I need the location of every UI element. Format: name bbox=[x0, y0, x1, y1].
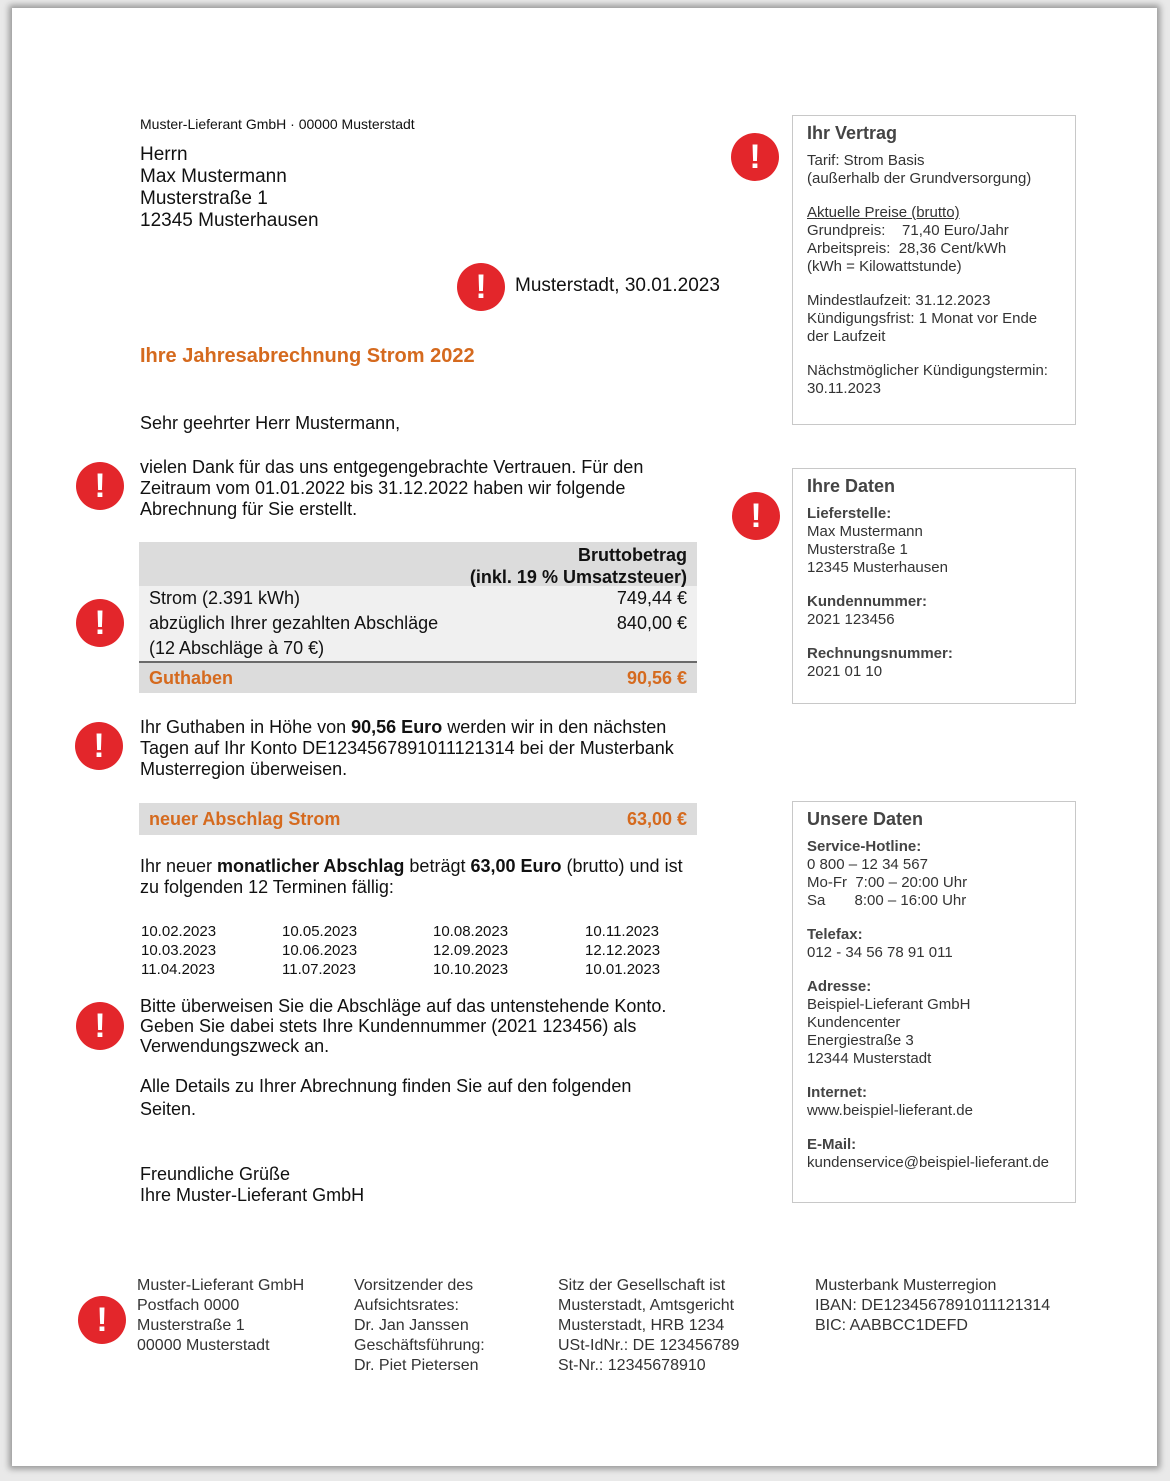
due-date: 10.03.2023 bbox=[141, 942, 217, 959]
address-line: Beispiel-Lieferant GmbH bbox=[807, 996, 971, 1013]
customer-data-box bbox=[792, 468, 1076, 704]
footer-line: Muster-Lieferant GmbH bbox=[137, 1277, 305, 1294]
salutation: Sehr geehrter Herr Mustermann, bbox=[140, 413, 401, 433]
customer-number: 2021 123456 bbox=[807, 611, 895, 628]
hotline-line: Mo-Fr 7:00 – 20:00 Uhr bbox=[807, 874, 968, 891]
transfer-line: Bitte überweisen Sie die Abschläge auf das untenstehende Konto. bbox=[140, 996, 667, 1016]
footer-line: Musterbank Musterregion bbox=[815, 1277, 997, 1294]
transfer-line: Geben Sie dabei stets Ihre Kundennummer (2021 123456) als bbox=[140, 1016, 637, 1036]
footer-line: BIC: AABBCC1DEFD bbox=[815, 1317, 968, 1334]
due-date: 10.05.2023 bbox=[282, 923, 358, 940]
exclamation-icon: ! bbox=[78, 1296, 126, 1344]
exclamation-icon: ! bbox=[732, 492, 780, 540]
sender-line: Muster-Lieferant GmbH · 00000 Musterstadt bbox=[140, 116, 415, 132]
billing-table bbox=[139, 542, 697, 693]
exclamation-icon: ! bbox=[76, 1002, 124, 1050]
intro-line: Zeitraum vom 01.01.2022 bis 31.12.2022 haben wir folgende bbox=[140, 478, 626, 498]
address-line: Kundencenter bbox=[807, 1014, 901, 1031]
delivery-line: 12345 Musterhausen bbox=[807, 559, 948, 576]
installment-label: neuer Abschlag Strom bbox=[149, 808, 341, 829]
exclamation-icon: ! bbox=[457, 263, 505, 311]
hotline-label: Service-Hotline: bbox=[807, 838, 922, 855]
intro-line: Abrechnung für Sie erstellt. bbox=[140, 499, 358, 519]
footer-line: 00000 Musterstadt bbox=[137, 1337, 270, 1354]
details-line: Alle Details zu Ihrer Abrechnung finden Sie auf den folgenden bbox=[140, 1076, 632, 1096]
due-date: 10.01.2023 bbox=[585, 961, 661, 978]
address-line: 12344 Musterstadt bbox=[807, 1050, 932, 1067]
due-date-column bbox=[433, 922, 553, 979]
closing bbox=[140, 1164, 364, 1206]
installment-amount: 63,00 € bbox=[626, 808, 687, 829]
term-line: Kündigungsfrist: 1 Monat vor Ende bbox=[807, 310, 1038, 327]
recipient-address bbox=[140, 144, 319, 232]
due-date: 11.04.2023 bbox=[141, 961, 215, 978]
table-body bbox=[139, 586, 697, 663]
intro-paragraph bbox=[140, 457, 643, 520]
row-label: abzüglich Ihrer gezahlten Abschläge bbox=[149, 613, 439, 633]
footer-bank bbox=[815, 1276, 1050, 1336]
data-box-title: Ihre Daten bbox=[807, 476, 896, 496]
letter-page bbox=[12, 8, 1157, 1466]
place-date: Musterstadt, 30.01.2023 bbox=[515, 275, 720, 296]
due-date: 12.12.2023 bbox=[585, 942, 661, 959]
due-date: 10.02.2023 bbox=[141, 923, 217, 940]
due-date: 10.11.2023 bbox=[585, 923, 659, 940]
internet-label: Internet: bbox=[807, 1084, 867, 1101]
term-line: der Laufzeit bbox=[807, 328, 886, 345]
footer-line: IBAN: DE1234567891011121314 bbox=[815, 1297, 1051, 1314]
table-total-row bbox=[139, 663, 697, 693]
subject-title: Ihre Jahresabrechnung Strom 2022 bbox=[140, 345, 475, 367]
footer-line: Vorsitzender des bbox=[354, 1277, 474, 1294]
transfer-line: Verwendungszweck an. bbox=[140, 1036, 330, 1056]
text-span: Ihr Guthaben in Höhe von bbox=[140, 717, 352, 737]
invoice-number-label: Rechnungsnummer: bbox=[807, 645, 953, 662]
recipient-line: 12345 Musterhausen bbox=[140, 210, 319, 231]
exclamation-icon: ! bbox=[76, 599, 124, 647]
details-line: Seiten. bbox=[140, 1099, 197, 1119]
hotline-line: 0 800 – 12 34 567 bbox=[807, 856, 928, 873]
delivery-line: Musterstraße 1 bbox=[807, 541, 908, 558]
fax-label: Telefax: bbox=[807, 926, 863, 943]
total-label: Guthaben bbox=[149, 668, 233, 688]
credit-line: Musterregion überweisen. bbox=[140, 759, 348, 779]
total-amount: 90,56 € bbox=[626, 668, 687, 688]
due-date-column bbox=[282, 922, 402, 979]
footer-line: Dr. Piet Pietersen bbox=[354, 1357, 479, 1374]
table-row bbox=[149, 586, 687, 611]
contract-line: Tarif: Strom Basis bbox=[807, 152, 925, 169]
address-line: Energiestraße 3 bbox=[807, 1032, 914, 1049]
due-date: 12.09.2023 bbox=[433, 942, 509, 959]
header-label: Bruttobetrag bbox=[578, 545, 687, 565]
due-date: 11.07.2023 bbox=[282, 961, 356, 978]
contract-line: (außerhalb der Grundversorgung) bbox=[807, 170, 1032, 187]
due-date-column bbox=[585, 922, 705, 979]
cancel-line: 30.11.2023 bbox=[807, 380, 881, 397]
price-line: Grundpreis: 71,40 Euro/Jahr bbox=[807, 222, 1009, 239]
footer-line: Musterstadt, Amtsgericht bbox=[558, 1297, 735, 1314]
hotline-line: Sa 8:00 – 16:00 Uhr bbox=[807, 892, 967, 909]
text-span: Ihr neuer bbox=[140, 856, 218, 876]
transfer-paragraph bbox=[140, 996, 666, 1056]
row-amount: 840,00 € bbox=[616, 613, 687, 633]
recipient-line: Herrn bbox=[140, 144, 188, 165]
closing-line: Freundliche Grüße bbox=[140, 1164, 291, 1184]
installment-line: zu folgenden 12 Terminen fällig: bbox=[140, 877, 394, 897]
closing-line: Ihre Muster-Lieferant GmbH bbox=[140, 1185, 365, 1205]
due-date: 10.08.2023 bbox=[433, 923, 509, 940]
row-label: Strom (2.391 kWh) bbox=[149, 588, 301, 608]
company-data-box bbox=[792, 801, 1076, 1203]
row-amount: 749,44 € bbox=[616, 588, 687, 608]
footer-management bbox=[354, 1276, 485, 1376]
email-label: E-Mail: bbox=[807, 1136, 857, 1153]
footer-address bbox=[137, 1276, 304, 1356]
table-row bbox=[149, 611, 687, 636]
text-span: (brutto) und ist bbox=[561, 856, 683, 876]
credit-paragraph bbox=[140, 717, 674, 780]
installment-bar bbox=[139, 803, 697, 835]
invoice-number: 2021 01 10 bbox=[807, 663, 883, 680]
footer-line: Aufsichtsrates: bbox=[354, 1297, 459, 1314]
credit-amount: 90,56 Euro bbox=[351, 717, 443, 737]
text-span: beträgt bbox=[404, 856, 471, 876]
exclamation-icon: ! bbox=[75, 722, 123, 770]
customer-number-label: Kundennummer: bbox=[807, 593, 927, 610]
text-span: monatlicher Abschlag bbox=[217, 856, 405, 876]
contract-box bbox=[792, 115, 1076, 425]
due-date-column bbox=[141, 922, 261, 979]
footer-line: Postfach 0000 bbox=[137, 1297, 240, 1314]
footer-line: Sitz der Gesellschaft ist bbox=[558, 1277, 726, 1294]
our-data-title: Unsere Daten bbox=[807, 809, 924, 829]
footer-line: St-Nr.: 12345678910 bbox=[558, 1357, 706, 1374]
price-line: Arbeitspreis: 28,36 Cent/kWh bbox=[807, 240, 1007, 257]
intro-line: vielen Dank für das uns entgegengebrachte Vertrauen. Für den bbox=[140, 457, 644, 477]
table-row bbox=[149, 636, 687, 661]
details-paragraph bbox=[140, 1075, 631, 1121]
due-date: 10.06.2023 bbox=[282, 942, 358, 959]
website-link[interactable]: www.beispiel-lieferant.de bbox=[807, 1102, 973, 1119]
term-line: Mindestlaufzeit: 31.12.2023 bbox=[807, 292, 991, 309]
footer-line: Musterstraße 1 bbox=[137, 1317, 245, 1334]
contract-box-title: Ihr Vertrag bbox=[807, 123, 898, 143]
row-label: (12 Abschläge à 70 €) bbox=[149, 638, 325, 658]
exclamation-icon: ! bbox=[76, 462, 124, 510]
address-label: Adresse: bbox=[807, 978, 872, 995]
text-span: werden wir in den nächsten bbox=[442, 717, 667, 737]
recipient-line: Musterstraße 1 bbox=[140, 188, 268, 209]
table-header bbox=[139, 542, 697, 586]
delivery-label: Lieferstelle: bbox=[807, 505, 892, 522]
fax-number: 012 - 34 56 78 91 011 bbox=[807, 944, 953, 961]
installment-paragraph bbox=[140, 856, 683, 898]
cancel-line: Nächstmöglicher Kündigungstermin: bbox=[807, 362, 1048, 379]
header-sublabel: (inkl. 19 % Umsatzsteuer) bbox=[469, 567, 687, 587]
due-date: 10.10.2023 bbox=[433, 961, 509, 978]
footer-line: USt-IdNr.: DE 123456789 bbox=[558, 1337, 740, 1354]
footer-line: Geschäftsführung: bbox=[354, 1337, 485, 1354]
delivery-line: Max Mustermann bbox=[807, 523, 923, 540]
text-span: 63,00 Euro bbox=[470, 856, 562, 876]
exclamation-icon: ! bbox=[731, 133, 779, 181]
email-link[interactable]: kundenservice@beispiel-lieferant.de bbox=[807, 1154, 1050, 1171]
footer-line: Musterstadt, HRB 1234 bbox=[558, 1317, 725, 1334]
recipient-line: Max Mustermann bbox=[140, 166, 287, 187]
footer-registry bbox=[558, 1276, 739, 1376]
price-line: (kWh = Kilowattstunde) bbox=[807, 258, 962, 275]
credit-line: Tagen auf Ihr Konto DE1234567891011121314 bei der Musterbank bbox=[140, 738, 674, 758]
footer-line: Dr. Jan Janssen bbox=[354, 1317, 469, 1334]
prices-heading: Aktuelle Preise (brutto) bbox=[807, 204, 960, 221]
